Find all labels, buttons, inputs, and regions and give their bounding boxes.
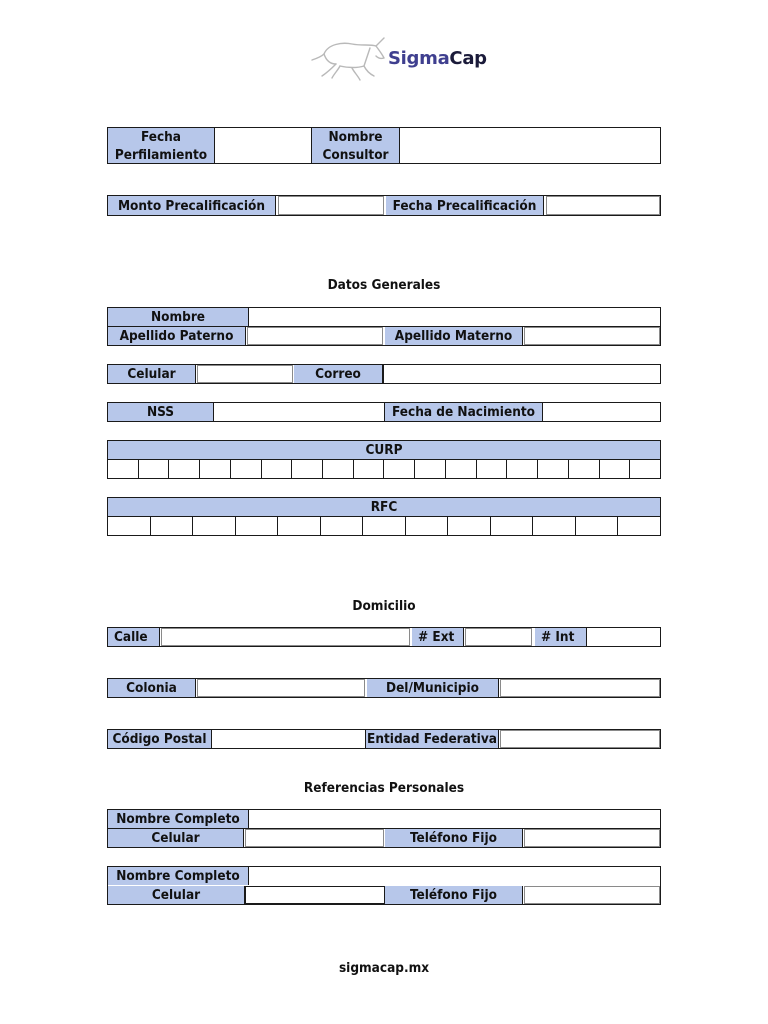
ref2-celular-label: Celular (108, 886, 245, 904)
rfc-cell[interactable] (576, 517, 619, 535)
ref2-nombre-completo-label: Nombre Completo (108, 867, 249, 885)
precalificacion-row (107, 195, 661, 216)
ref1-celular-label: Celular (108, 829, 244, 847)
nss-nacimiento-row (107, 402, 661, 422)
curp-cell[interactable] (630, 460, 660, 478)
rfc-cell[interactable] (533, 517, 576, 535)
rfc-cell[interactable] (151, 517, 194, 535)
rfc-cell[interactable] (193, 517, 236, 535)
ref2-telefono-fijo-field[interactable] (524, 886, 660, 904)
fecha-precalificacion-field[interactable] (546, 196, 660, 215)
num-ext-label: # Ext (412, 628, 464, 646)
rfc-cell[interactable] (491, 517, 534, 535)
nombre-field[interactable] (249, 308, 660, 326)
perfilamiento-row (107, 127, 661, 164)
rfc-cells (107, 517, 661, 536)
bull-icon (308, 36, 388, 82)
datos-generales-heading: Datos Generales (327, 277, 441, 293)
sigmacap-logo (308, 34, 487, 84)
nss-field[interactable] (214, 403, 385, 421)
nombre-consultor-label: Nombre Consultor (312, 128, 400, 163)
referencia-2-block (107, 866, 661, 905)
apellido-paterno-field[interactable] (247, 327, 383, 345)
curp-cell[interactable] (323, 460, 354, 478)
fecha-precalificacion-label: Fecha Precalificación (386, 196, 544, 215)
calle-row (107, 627, 661, 647)
logo-text-cap: Cap (449, 48, 487, 69)
entidad-federativa-field[interactable] (500, 730, 660, 748)
curp-cells (107, 460, 661, 479)
curp-cell[interactable] (231, 460, 262, 478)
apellido-paterno-label: Apellido Paterno (108, 327, 246, 345)
rfc-cell[interactable] (236, 517, 279, 535)
nss-label: NSS (108, 403, 214, 421)
curp-header: CURP (107, 440, 661, 460)
rfc-header: RFC (107, 497, 661, 517)
celular-field[interactable] (197, 365, 293, 383)
referencia-1-block (107, 809, 661, 848)
correo-field[interactable] (383, 365, 660, 383)
celular-label: Celular (108, 365, 196, 383)
calle-field[interactable] (161, 628, 410, 646)
rfc-cell[interactable] (278, 517, 321, 535)
curp-cell[interactable] (169, 460, 200, 478)
curp-cell[interactable] (354, 460, 385, 478)
curp-cell[interactable] (139, 460, 170, 478)
curp-cell[interactable] (415, 460, 446, 478)
apellido-materno-label: Apellido Materno (385, 327, 523, 345)
ref1-celular-field[interactable] (245, 829, 384, 847)
rfc-cell[interactable] (108, 517, 151, 535)
rfc-cell[interactable] (618, 517, 660, 535)
curp-cell[interactable] (292, 460, 323, 478)
curp-cell[interactable] (538, 460, 569, 478)
del-municipio-field[interactable] (500, 679, 660, 697)
ref1-telefono-fijo-label: Teléfono Fijo (385, 829, 523, 847)
curp-cell[interactable] (507, 460, 538, 478)
curp-cell[interactable] (569, 460, 600, 478)
correo-label: Correo (294, 365, 383, 383)
curp-cell[interactable] (108, 460, 139, 478)
codigo-postal-field[interactable] (212, 730, 366, 748)
colonia-label: Colonia (108, 679, 196, 697)
num-int-field[interactable] (587, 628, 660, 646)
footer-website: sigmacap.mx (338, 960, 430, 976)
entidad-federativa-label: Entidad Federativa (366, 730, 499, 748)
celular-correo-row (107, 364, 661, 384)
colonia-field[interactable] (197, 679, 365, 697)
nombre-label: Nombre (108, 308, 249, 326)
curp-cell[interactable] (384, 460, 415, 478)
curp-cell[interactable] (477, 460, 508, 478)
logo-text-sigma: Sigma (388, 48, 450, 69)
rfc-cell[interactable] (448, 517, 491, 535)
num-ext-field[interactable] (465, 628, 532, 646)
del-municipio-label: Del/Municipio (367, 679, 499, 697)
fecha-perfilamiento-label: Fecha Perfilamiento (108, 128, 215, 163)
curp-cell[interactable] (446, 460, 477, 478)
ref1-nombre-completo-field[interactable] (249, 810, 660, 828)
fecha-nacimiento-field[interactable] (543, 403, 660, 421)
curp-cell[interactable] (600, 460, 631, 478)
rfc-cell[interactable] (406, 517, 449, 535)
ref1-telefono-fijo-field[interactable] (524, 829, 660, 847)
apellido-materno-field[interactable] (524, 327, 660, 345)
curp-cell[interactable] (262, 460, 293, 478)
ref2-telefono-fijo-label: Teléfono Fijo (385, 886, 523, 904)
ref2-nombre-completo-field[interactable] (249, 867, 660, 885)
num-int-label: # Int (535, 628, 587, 646)
nombre-apellidos-block (107, 307, 661, 346)
codigo-postal-label: Código Postal (108, 730, 212, 748)
curp-cell[interactable] (200, 460, 231, 478)
ref2-celular-field[interactable] (245, 886, 385, 904)
monto-precalificacion-label: Monto Precalificación (108, 196, 276, 215)
calle-label: Calle (108, 628, 160, 646)
colonia-row (107, 678, 661, 698)
fecha-nacimiento-label: Fecha de Nacimiento (385, 403, 543, 421)
nombre-consultor-field[interactable] (400, 128, 660, 163)
rfc-cell[interactable] (363, 517, 406, 535)
ref1-nombre-completo-label: Nombre Completo (108, 810, 249, 828)
fecha-perfilamiento-field[interactable] (215, 128, 312, 163)
domicilio-heading: Domicilio (352, 598, 416, 614)
referencias-heading: Referencias Personales (303, 780, 465, 796)
monto-precalificacion-field[interactable] (278, 196, 384, 215)
rfc-cell[interactable] (321, 517, 364, 535)
codigo-postal-row (107, 729, 661, 749)
